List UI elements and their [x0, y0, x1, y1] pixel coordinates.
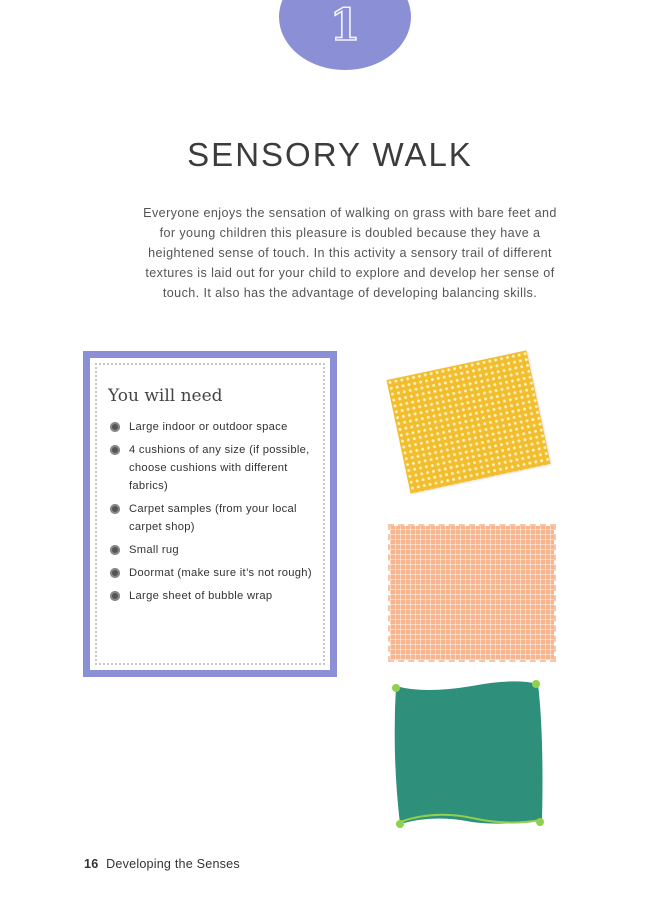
activity-number-badge [279, 0, 411, 70]
you-will-need-box [83, 351, 337, 677]
materials-list [110, 418, 322, 610]
bullet-icon [110, 445, 120, 455]
bullet-icon [110, 545, 120, 555]
activity-number: 1 [329, 0, 361, 51]
bullet-icon [110, 591, 120, 601]
bullet-icon [110, 504, 120, 514]
list-item-text: Large sheet of bubble wrap [129, 590, 273, 602]
you-will-need-heading: You will need [108, 386, 223, 406]
bullet-icon [110, 422, 120, 432]
list-item-text: Large indoor or outdoor space [129, 421, 288, 433]
list-item-text: Carpet samples (from your local carpet shop) [129, 503, 297, 533]
list-item [110, 541, 322, 559]
list-item [110, 500, 322, 536]
page-title: SENSORY WALK [187, 136, 473, 174]
list-item-text: 4 cushions of any size (if possible, choose cushions with different fabrics) [129, 444, 310, 492]
list-item-text: Small rug [129, 544, 179, 556]
peach-gingham-swatch [390, 526, 554, 660]
list-item-text: Doormat (make sure it’s not rough) [129, 567, 312, 579]
page-footer [84, 857, 240, 871]
section-title: Developing the Senses [106, 857, 240, 871]
list-item [110, 564, 322, 582]
teal-cushion-rug [384, 676, 560, 836]
list-item [110, 418, 322, 436]
bullet-icon [110, 568, 120, 578]
page-number: 16 [84, 857, 99, 871]
list-item [110, 441, 322, 495]
intro-paragraph: Everyone enjoys the sensation of walking on grass with bare feet and for young children this pleasure is doubled because they have a heightened sense of touch. In this activity a sensory trail of different textures is laid out for your child to explore and develop her sense of touch. It also has the advantage of developing balancing skills. [143, 205, 557, 300]
yellow-dotted-fabric-swatch [387, 350, 551, 493]
list-item [110, 587, 322, 605]
